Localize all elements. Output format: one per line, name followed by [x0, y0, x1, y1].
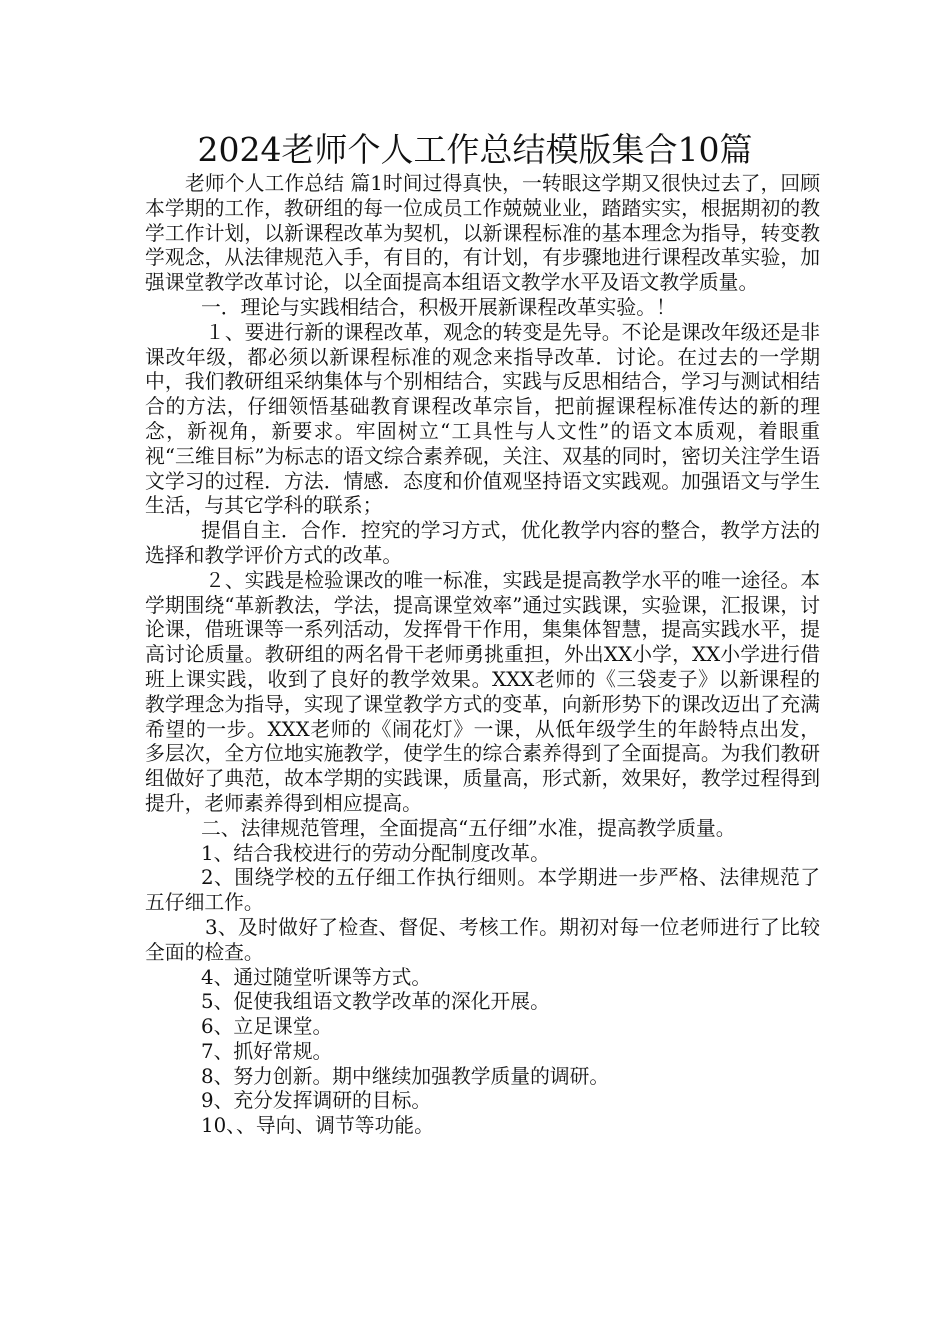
list-item: 7、抓好常规。 — [201, 1039, 333, 1063]
list-item: 3、及时做好了检查、督促、考核工作。期初对每一位老师进行了比较全面的检查。 — [145, 915, 820, 964]
document-body — [145, 172, 820, 1139]
paragraph-intro: 老师个人工作总结 篇1时间过得真快，一转眼这学期又很快过去了，回顾本学期的工作，教研组的每一位成员工作兢兢业业，踏踏实实，根据期初的教学工作计划，以新课程改革为契机，以新课程标准的基本理念为指导，转变教学观念，从法律规范入手，有目的，有计划，有步骤地进行课程改革实验，加强课堂教学改革讨论，以全面提高本组语文教学水平及语文教学质量。 — [145, 172, 820, 295]
list-item: 5、促使我组语文教学改革的深化开展。 — [201, 990, 550, 1014]
section-heading-2: 二、法律规范管理，全面提高“五仔细”水准，提高教学质量。 — [201, 816, 736, 840]
section-heading-1: 一．理论与实践相结合，积极开展新课程改革实验。！ — [201, 295, 676, 319]
list-item: 9、充分发挥调研的目标。 — [201, 1089, 432, 1113]
list-item: 6、立足课堂。 — [201, 1015, 333, 1039]
list-item: 2、围绕学校的五仔细工作执行细则。本学期进一步严格、法律规范了五仔细工作。 — [145, 866, 820, 915]
list-item: 10、、导向、调节等功能。 — [201, 1114, 434, 1138]
paragraph-item-2: ２、实践是检验课改的唯一标准，实践是提高教学水平的唯一途径。本学期围绕“革新教法，学法，提高课堂效率”通过实践课，实验课，汇报课，讨论课，借班课等一系列活动，发挥骨干作用，集集体智慧，提高实践水平，提高讨论质量。教研组的两名骨干老师勇挑重担，外出XX小学，XX小学进行借班上课实践，收到了良好的教学效果。XXX老师的《三袋麦子》以新课程的教学理念为指导，实现了课堂教学方式的变革，向新形势下的课改迈出了充满希望的一步。XXX老师的《闹花灯》一课，从低年级学生的年龄特点出发，多层次，全方位地实施教学，使学生的综合素养得到了全面提高。为我们教研组做好了典范，故本学期的实践课，质量高，形式新，效果好，教学过程得到提升，老师素养得到相应提高。 — [145, 568, 820, 815]
list-item: 4、通过随堂听课等方式。 — [201, 965, 432, 989]
paragraph-item-1: １、要进行新的课程改革，观念的转变是先导。不论是课改年级还是非课改年级，都必须以新课程标准的观念来指导改革．讨论。在过去的一学期中，我们教研组采纳集体与个别相结合，实践与反思相结合，学习与测试相结合的方法，仔细领悟基础教育课程改革宗旨，把前握课程标准传达的新的理念，新视角，新要求。牢固树立“工具性与人文性”的语文本质观，着眼重视“三维目标”为标志的语文综合素养砚，关注、双基的同时，密切关注学生语文学习的过程．方法．情感．态度和价值观坚持语文实践观。加强语文与学生生活，与其它学科的联系； — [145, 320, 820, 518]
document-title: 2024老师个人工作总结模版集合10篇 — [197, 130, 753, 169]
list-item: 8、努力创新。期中继续加强教学质量的调研。 — [201, 1064, 610, 1088]
list-item: 1、结合我校进行的劳动分配制度改革。 — [201, 841, 550, 865]
paragraph: 提倡自主．合作．控究的学习方式，优化教学内容的整合，教学方法的选择和教学评价方式的改革。 — [145, 519, 820, 567]
